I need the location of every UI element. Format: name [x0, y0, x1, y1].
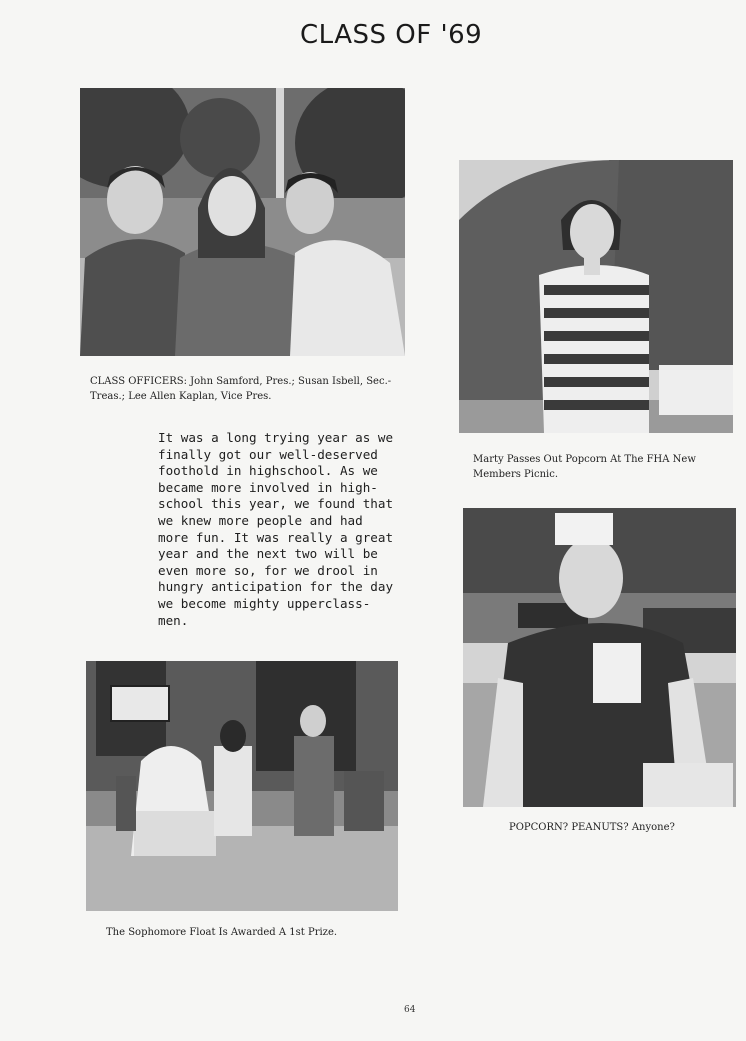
popcorn-caption: POPCORN? PEANUTS? Anyone? [509, 822, 675, 833]
page-number: 64 [404, 1005, 416, 1015]
marty-caption: Marty Passes Out Popcorn At The FHA New Members Picnic. [473, 454, 696, 480]
body-paragraph: It was a long trying year as we finally got our well-deserved foothold in highschool. As we became more involved in high- school this year, we found that we knew more people and had more fun. It was really a great year and the next two will be even more so, for we drool in hungry anticipation for the day we become mighty upperclass- men. [158, 430, 394, 628]
boy-letter-jacket-photo [463, 508, 736, 807]
class-officers-caption: CLASS OFFICERS: John Samford, Pres.; Susan Isbell, Sec.-Treas.; Lee Allen Kaplan, Vice Pres. [90, 376, 392, 402]
page-title: CLASS OF '69 [300, 20, 483, 50]
class-officers-photo [80, 88, 405, 356]
girl-striped-dress-photo [459, 160, 733, 433]
sophomore-float-caption: The Sophomore Float Is Awarded A 1st Prize. [106, 927, 338, 938]
sophomore-float-gym-photo [86, 661, 398, 911]
